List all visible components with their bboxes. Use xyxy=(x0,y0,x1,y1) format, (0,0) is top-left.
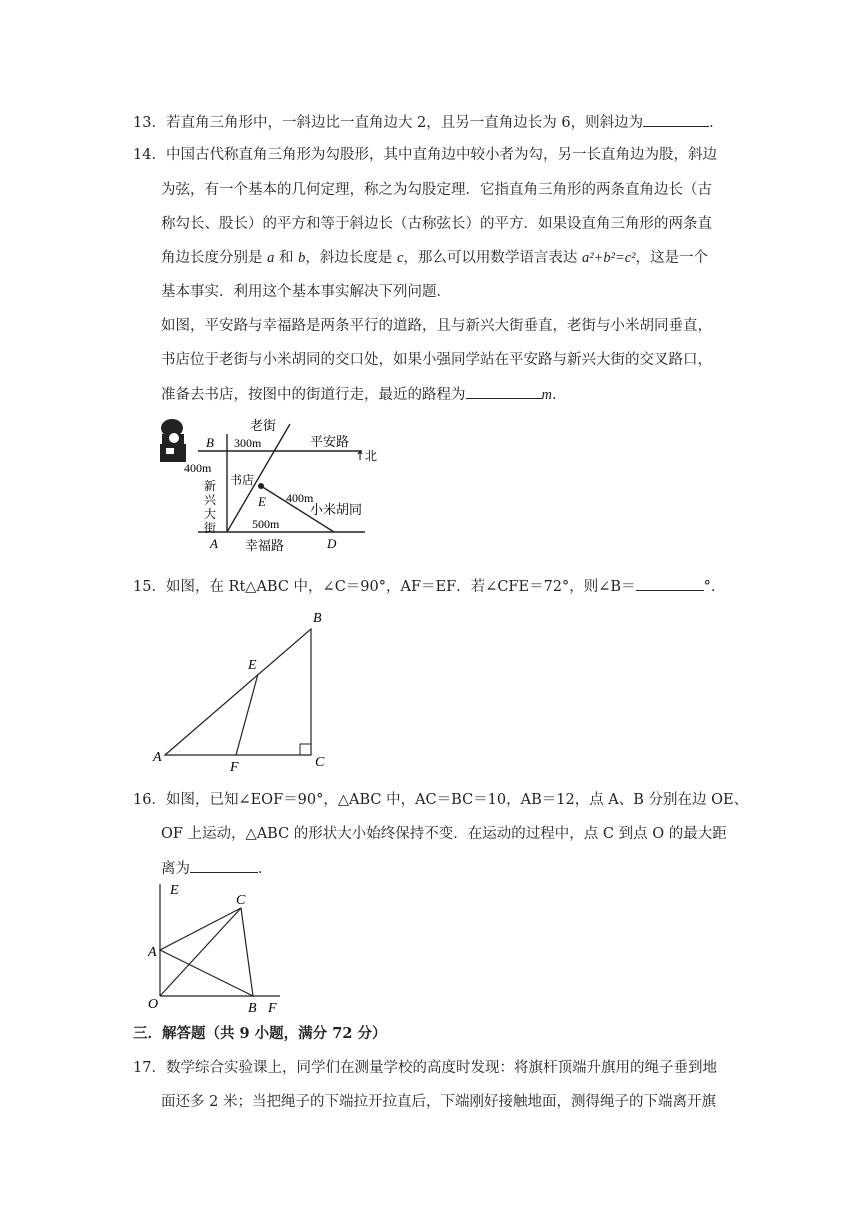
xinxing-char-4: 街 xyxy=(204,521,217,535)
point-E-label: E xyxy=(170,883,179,898)
point-A-label: A xyxy=(153,750,162,765)
question-14-line-4: 角边长度分别是 a 和 b，斜边长度是 c，那么可以用数学语言表达 a²+b²=c²，这是一个 xyxy=(161,250,709,266)
question-14-line-1: 14．中国古代称直角三角形为勾股形，其中直角边中较小者为勾，另一长直角边为股，斜边 xyxy=(133,147,717,163)
answer-blank[interactable] xyxy=(636,576,704,591)
right-angle-triangle-figure xyxy=(140,880,290,1015)
point-F-label: F xyxy=(230,760,239,775)
question-text: 若直角三角形中，一斜边比一直角边大 2，且另一直角边长为 6，则斜边为 xyxy=(165,115,644,131)
answer-blank[interactable] xyxy=(643,112,709,127)
pythagorean-formula: a²+b²=c² xyxy=(581,250,636,266)
question-17-line-1: 17．数学综合实验课上，同学们在测量学校的高度时发现：将旗杆顶端升旗用的绳子垂到地 xyxy=(133,1060,717,1076)
question-text: 如图，在 Rt△ABC 中，∠C＝90°，AF＝EF．若∠CFE＝72°，则∠B＝ xyxy=(165,579,636,595)
student-figure-icon xyxy=(160,419,186,462)
triangle-ABC xyxy=(160,908,253,996)
point-F-label: F xyxy=(268,1001,277,1016)
point-O-label: O xyxy=(148,997,159,1012)
point-B-label: B xyxy=(206,435,214,450)
point-A-label: A xyxy=(148,945,157,960)
distance-400-left-label: 400m xyxy=(184,461,212,475)
answer-blank[interactable] xyxy=(466,384,542,399)
triangle-abc-figure xyxy=(150,606,330,776)
north-label: ↑北 xyxy=(355,449,378,463)
question-14-line-5: 基本事实．利用这个基本事实解决下列问题． xyxy=(161,284,451,300)
question-number: 17． xyxy=(133,1060,166,1076)
old-street-label: 老街 xyxy=(250,419,277,434)
point-B-label: B xyxy=(313,611,322,626)
distance-500-label: 500m xyxy=(252,517,280,531)
segment-EF xyxy=(236,674,258,755)
segment-OC xyxy=(160,908,241,996)
xingfu-road-label: 幸福路 xyxy=(245,539,285,554)
distance-300-label: 300m xyxy=(234,436,262,450)
xinxing-char-1: 新 xyxy=(204,479,217,493)
bookstore-point xyxy=(258,483,264,489)
street-map-figure xyxy=(150,414,390,554)
section-3-heading: 三．解答题（共 9 小题，满分 72 分） xyxy=(133,1025,387,1042)
question-16-line-2: OF 上运动，△ABC 的形状大小始终保持不变．在运动的过程中，点 C 到点 O 的最大距 xyxy=(161,826,727,842)
xinxing-char-3: 大 xyxy=(204,507,217,521)
question-number: 16． xyxy=(133,792,166,808)
question-number: 15． xyxy=(133,579,166,595)
point-C-label: C xyxy=(315,755,325,770)
question-14-line-8: 准备去书店，按图中的街道行走，最近的路程为 m． xyxy=(161,384,566,405)
question-number: 13． xyxy=(133,115,166,131)
question-15: 15．如图，在 Rt△ABC 中，∠C＝90°，AF＝EF．若∠CFE＝72°，则∠B＝ °． xyxy=(133,576,725,597)
point-E-label: E xyxy=(248,658,257,673)
question-14-line-3: 称勾长、股长）的平方和等于斜边长（古称弦长）的平方．如果设直角三角形的两条直 xyxy=(161,216,712,232)
question-16-line-3: 离为 ． xyxy=(161,858,273,879)
point-A-label: A xyxy=(210,536,218,551)
distance-400-right-label: 400m xyxy=(286,491,314,505)
pingan-road-label: 平安路 xyxy=(310,435,350,450)
xiaomi-alley-label: 小米胡同 xyxy=(310,503,363,518)
point-B-label: B xyxy=(248,1001,257,1016)
point-C-label: C xyxy=(236,893,246,908)
xinxing-char-2: 兴 xyxy=(204,493,217,507)
question-14-line-6: 如图，平安路与幸福路是两条平行的道路，且与新兴大街垂直，老街与小米胡同垂直， xyxy=(161,318,712,334)
point-E-label: E xyxy=(258,494,266,509)
question-number: 14． xyxy=(133,147,166,163)
point-D-label: D xyxy=(327,536,337,551)
question-13: 13．若直角三角形中，一斜边比一直角边大 2，且另一直角边长为 6，则斜边为 ． xyxy=(133,112,724,133)
question-16-line-1: 16．如图，已知∠EOF＝90°，△ABC 中，AC＝BC＝10，AB＝12，点 A、B 分别在边 OE、 xyxy=(133,792,749,808)
question-14-line-7: 书店位于老街与小米胡同的交口处，如果小强同学站在平安路与新兴大街的交叉路口， xyxy=(161,352,712,368)
answer-blank[interactable] xyxy=(190,858,258,873)
right-angle-mark xyxy=(300,744,311,755)
question-17-line-2: 面还多 2 米；当把绳子的下端拉开拉直后，下端刚好接触地面，测得绳子的下端离开旗 xyxy=(161,1094,716,1110)
question-14-line-2: 为弦，有一个基本的几何定理，称之为勾股定理．它指直角三角形的两条直角边长（古 xyxy=(161,182,712,198)
bookstore-label: 书店 xyxy=(230,473,255,487)
